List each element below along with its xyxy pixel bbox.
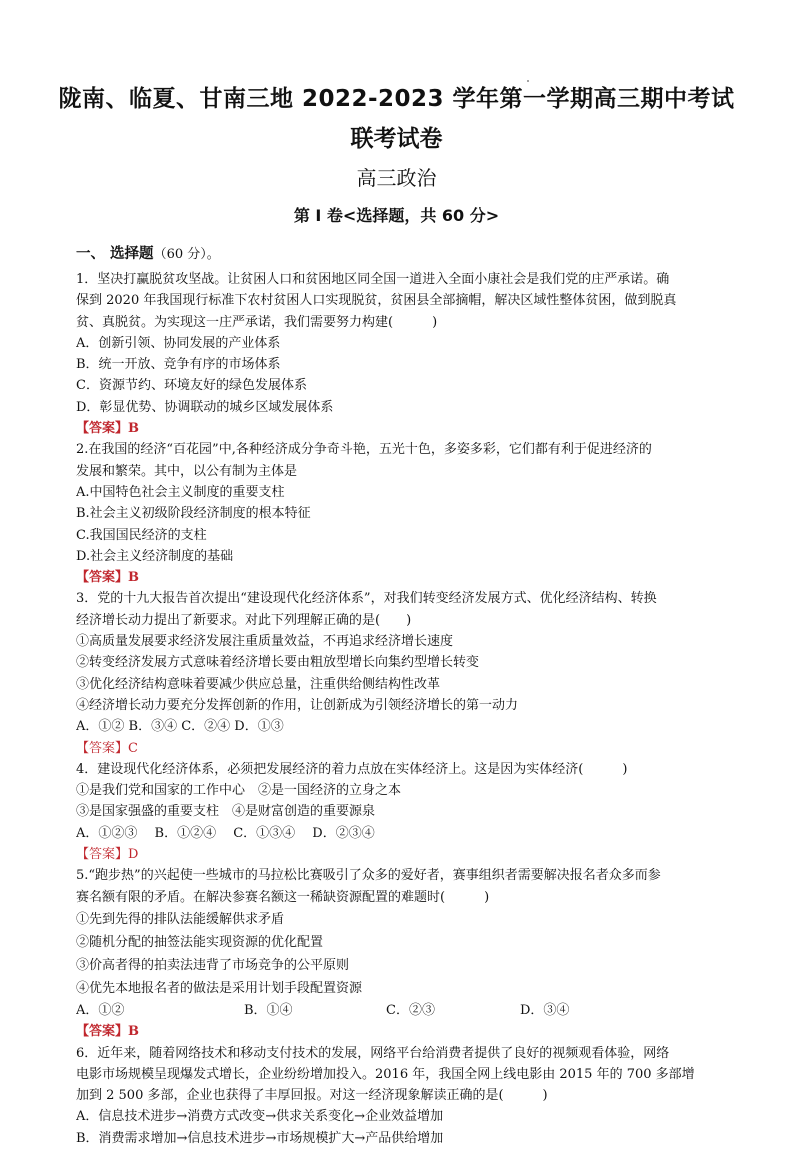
question-1: [76, 269, 716, 439]
option: ①先到先得的排队法能缓解供求矛盾: [76, 911, 285, 927]
question-stem: 发展和繁荣。其中，以公有制为主体是: [76, 463, 298, 479]
question-content: [76, 242, 716, 1149]
option: ④优先本地报名者的做法是采用计划手段配置资源: [76, 980, 363, 996]
option-choices: A．①② B．③④ C．②④ D．①③: [76, 719, 284, 735]
choice-b: B．①④: [244, 1002, 293, 1018]
question-stem: 贫、真脱贫。为实现这一庄严承诺，我们需要努力构建( ): [76, 314, 438, 330]
question-stem: 1．坚决打赢脱贫攻坚战。让贫困人口和贫困地区同全国一道进入全面小康社会是我们党的庄严承诺。确: [76, 272, 670, 287]
option: ④经济增长动力要充分发挥创新的作用，让创新成为引领经济增长的第一动力: [76, 697, 519, 713]
option: B．消费需求增加→信息技术进步→市场规模扩大→产品供给增加: [76, 1130, 444, 1146]
option-choices: A．①②③ B．①②④ C．①③④ D．②③④: [76, 825, 375, 841]
option: ③价高者得的拍卖法违背了市场竞争的公平原则: [76, 957, 350, 973]
exam-title: 陇南、临夏、甘南三地 2022-2023 学年第一学期高三期中考试: [58, 86, 735, 112]
option: A.中国特色社会主义制度的重要支柱: [76, 484, 285, 500]
answer-label: 【答案】B: [76, 421, 139, 437]
question-stem: 经济增长动力提出了新要求。对此下列理解正确的是( ): [76, 612, 412, 628]
part-heading: 一、 选择题（60 分）。: [76, 246, 220, 262]
option: ②随机分配的抽签法能实现资源的优化配置: [76, 934, 324, 950]
answer-label: 【答案】C: [76, 740, 138, 756]
question-stem: 赛名额有限的矛盾。在解决参赛名额这一稀缺资源配置的难题时( ): [76, 889, 490, 905]
question-stem: 4．建设现代化经济体系，必须把发展经济的着力点放在实体经济上。这是因为实体经济( ): [76, 761, 628, 777]
question-3: [76, 588, 716, 758]
question-stem: 3．党的十九大报告首次提出“建设现代化经济体系”，对我们转变经济发展方式、优化经济结构、转换: [76, 591, 657, 607]
choice-a: A．①②: [76, 1002, 125, 1018]
option: B.社会主义初级阶段经济制度的根本特征: [76, 506, 311, 522]
question-2: [76, 439, 716, 588]
answer-label: 【答案】D: [76, 847, 139, 863]
option: D.社会主义经济制度的基础: [76, 548, 234, 564]
subject-title: 高三政治: [356, 166, 437, 190]
option: C.我国国民经济的支柱: [76, 527, 207, 543]
option: ②转变经济发展方式意味着经济增长要由粗放型增长向集约型增长转变: [76, 655, 480, 671]
answer-label: 【答案】B: [76, 1024, 139, 1040]
option: C．资源节约、环境友好的绿色发展体系: [76, 378, 307, 394]
option: ③优化经济结构意味着要减少供应总量，注重供给侧结构性改革: [76, 676, 441, 692]
option: B．统一开放、竞争有序的市场体系: [76, 357, 281, 373]
question-5: [76, 865, 716, 1042]
option: ①是我们党和国家的工作中心 ②是一国经济的立身之本: [76, 783, 402, 799]
question-6: [76, 1043, 716, 1149]
question-stem: 电影市场规模呈现爆发式增长，企业纷纷增加投入。2016 年，我国全网上线电影由 2015 年的 700 多部增: [76, 1066, 695, 1082]
option: D．彰显优势、协调联动的城乡区域发展体系: [76, 399, 334, 415]
question-stem: 6．近年来，随着网络技术和移动支付技术的发展，网络平台给消费者提供了良好的视频观看体验，网络: [76, 1045, 670, 1061]
question-4: [76, 759, 716, 865]
choice-d: D．③④: [520, 1002, 570, 1018]
choice-c: C．②③: [386, 1002, 435, 1018]
option: ①高质量发展要求经济发展注重质量效益，不再追求经济增长速度: [76, 634, 454, 650]
option-choices: [76, 1000, 716, 1021]
question-stem: 加到 2 500 多部，企业也获得了丰厚回报。对这一经济现象解读正确的是( ): [76, 1088, 548, 1104]
question-stem: 2.在我国的经济“百花园”中,各种经济成分争奇斗艳，五光十色，多姿多彩，它们都有利于促进经济的: [76, 442, 652, 458]
question-stem: 5.“跑步热”的兴起使一些城市的马拉松比赛吸引了众多的爱好者，赛事组织者需要解决报名者众多而参: [76, 868, 661, 884]
option: ③是国家强盛的重要支柱 ④是财富创造的重要源泉: [76, 804, 376, 820]
option: A．创新引领、协同发展的产业体系: [76, 335, 281, 351]
section-title: 第 I 卷<选择题，共 60 分>: [293, 206, 500, 225]
answer-label: 【答案】B: [76, 570, 139, 586]
exam-subtitle: 联考试卷: [350, 126, 443, 152]
option: A．信息技术进步→消费方式改变→供求关系变化→企业效益增加: [76, 1109, 444, 1125]
question-stem: 保到 2020 年我国现行标准下农村贫困人口实现脱贫，贫困县全部摘帽，解决区域性整体贫困，做到脱真: [76, 293, 677, 309]
